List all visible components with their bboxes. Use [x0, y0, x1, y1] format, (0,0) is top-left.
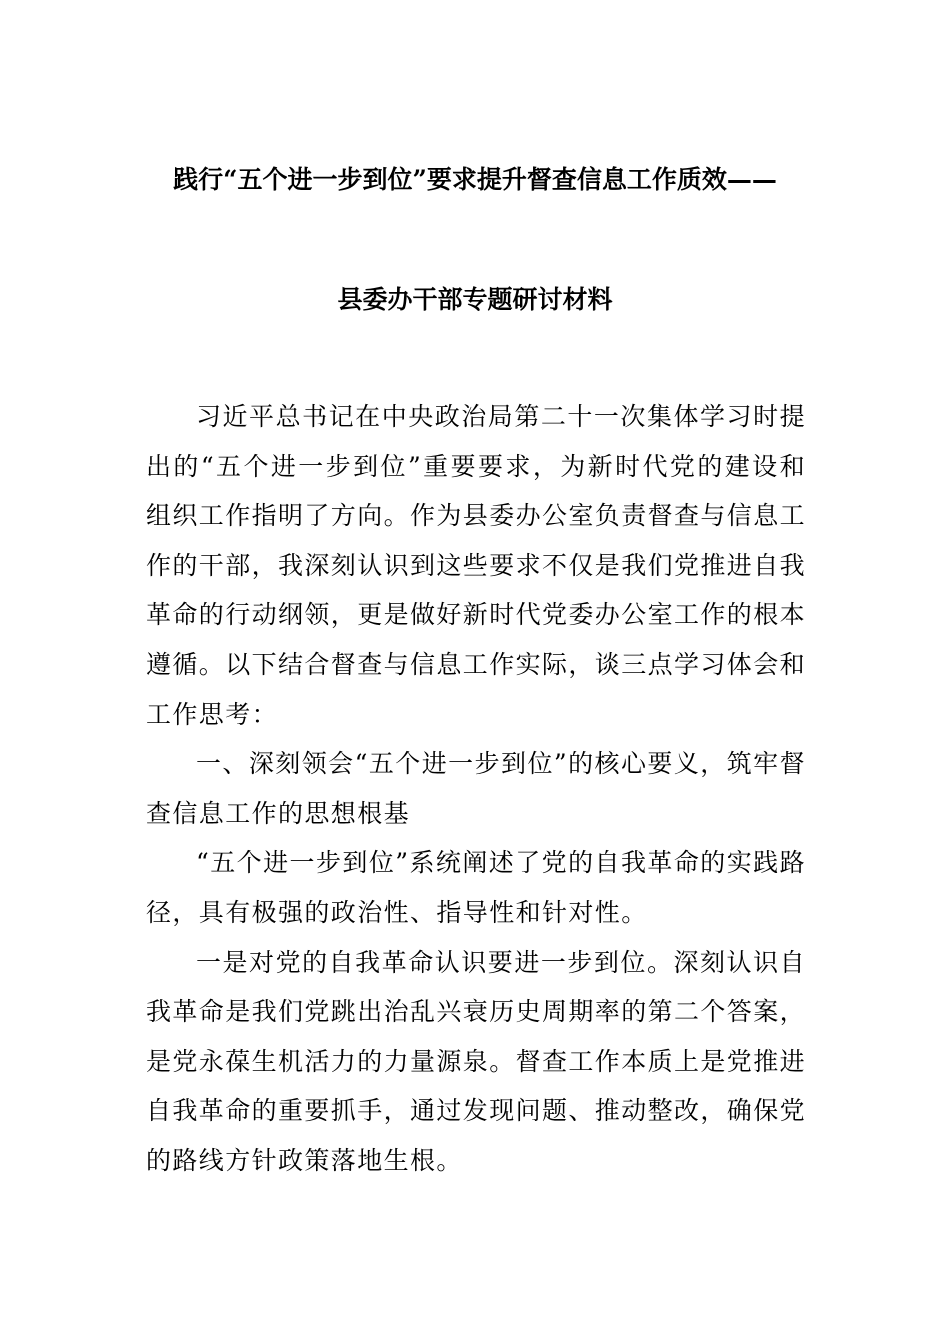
section-heading-1: 一、深刻领会“五个进一步到位”的核心要义，筑牢督查信息工作的思想根基 — [146, 749, 806, 828]
document-subtitle: 县委办干部专题研讨材料 — [337, 285, 613, 314]
paragraph-summary: “五个进一步到位”系统阐述了党的自我革命的实践路径，具有极强的政治性、指导性和针对性。 — [146, 848, 806, 927]
document-title: 践行“五个进一步到位”要求提升督查信息工作质效—— — [173, 165, 777, 194]
document-body — [146, 392, 806, 1186]
paragraph-point-1: 一是对党的自我革命认识要进一步到位。深刻认识自我革命是我们党跳出治乱兴衰历史周期率的第二个答案，是党永葆生机活力的力量源泉。督查工作本质上是党推进自我革命的重要抓手，通过发现问题、推动整改，确保党的路线方针政策落地生根。 — [146, 947, 807, 1175]
paragraph-intro: 习近平总书记在中央政治局第二十一次集体学习时提出的“五个进一步到位”重要要求，为新时代党的建设和组织工作指明了方向。作为县委办公室负责督查与信息工作的干部，我深刻认识到这些要求不仅是我们党推进自我革命的行动纲领，更是做好新时代党委办公室工作的根本遵循。以下结合督查与信息工作实际，谈三点学习体会和工作思考： — [146, 402, 807, 729]
